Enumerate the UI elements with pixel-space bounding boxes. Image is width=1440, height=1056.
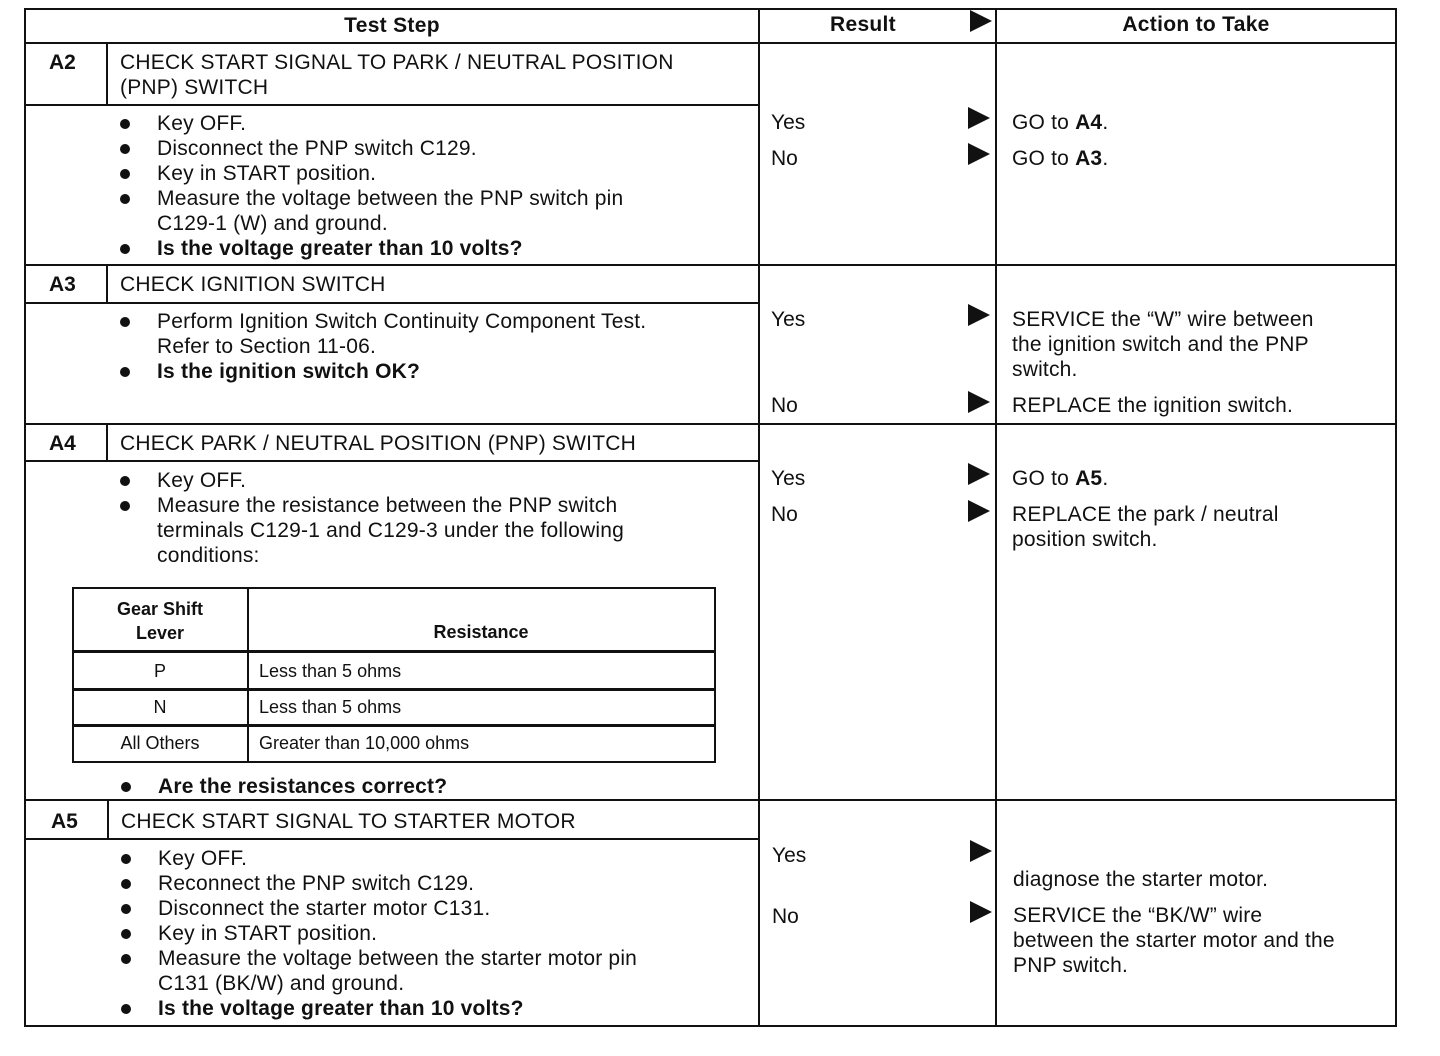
table-border-top bbox=[24, 8, 1397, 10]
action-a2-yes: GO to A4. bbox=[1012, 111, 1109, 134]
section-divider-a3 bbox=[24, 264, 1397, 266]
action-a3-no: REPLACE the ignition switch. bbox=[1012, 394, 1294, 417]
resistance-col1-header bbox=[74, 597, 246, 645]
bullet-dot bbox=[121, 879, 131, 889]
step-title-a5: CHECK START SIGNAL TO STARTER MOTOR bbox=[121, 810, 576, 833]
action-line: REPLACE the park / neutral bbox=[1012, 503, 1279, 526]
result-arrow-icon bbox=[968, 143, 990, 165]
table-border-right bbox=[1395, 8, 1397, 1027]
bullet-text-line: C131 (BK/W) and ground. bbox=[158, 972, 405, 995]
bullet-text: Key OFF. bbox=[158, 847, 248, 870]
step-id-a4: A4 bbox=[49, 432, 76, 455]
bullet-question: Is the voltage greater than 10 volts? bbox=[158, 997, 524, 1020]
bullet-question: Is the ignition switch OK? bbox=[157, 360, 421, 383]
resistance-col2-header: Resistance bbox=[433, 622, 529, 642]
result-arrow-icon bbox=[968, 463, 990, 485]
column-divider-action bbox=[995, 8, 997, 1027]
result-arrow-icon bbox=[970, 901, 992, 923]
result-yes-a2: Yes bbox=[771, 111, 806, 134]
step-box-line-a5 bbox=[24, 838, 760, 840]
bullet-text bbox=[158, 946, 637, 996]
result-arrow-icon bbox=[968, 500, 990, 522]
column-divider-result bbox=[758, 8, 760, 1027]
action-line: position switch. bbox=[1012, 528, 1158, 551]
step-box-divider-a3 bbox=[106, 264, 108, 304]
bullet-dot bbox=[120, 244, 130, 254]
step-box-divider-a2 bbox=[106, 42, 108, 106]
result-no-a4: No bbox=[771, 503, 798, 526]
section-divider-a4 bbox=[24, 423, 1397, 425]
step-id-a3: A3 bbox=[49, 273, 76, 296]
header-arrow-icon bbox=[970, 10, 992, 32]
bullet-dot bbox=[120, 194, 130, 204]
bullet-text: Key OFF. bbox=[157, 469, 247, 492]
bullet-dot bbox=[120, 367, 130, 377]
result-arrow-icon bbox=[968, 304, 990, 326]
header-result: Result bbox=[830, 13, 896, 36]
action-a4-no bbox=[1012, 502, 1279, 552]
header-test-step: Test Step bbox=[344, 14, 440, 37]
bullet-dot bbox=[120, 144, 130, 154]
action-line: SERVICE the “W” wire between bbox=[1012, 308, 1314, 331]
step-box-divider-a4 bbox=[106, 423, 108, 462]
resistance-row-lever: All Others bbox=[120, 733, 200, 753]
bullet-text-line: Measure the resistance between the PNP switch bbox=[157, 494, 618, 517]
result-yes-a5: Yes bbox=[772, 844, 807, 867]
resistance-row-value: Less than 5 ohms bbox=[259, 697, 402, 717]
resistance-col1-header-line: Gear Shift bbox=[116, 599, 204, 619]
action-line: SERVICE the “BK/W” wire bbox=[1013, 904, 1263, 927]
action-line: PNP switch. bbox=[1013, 954, 1129, 977]
resistance-row-lever: N bbox=[153, 697, 167, 717]
resistance-row-value: Less than 5 ohms bbox=[259, 661, 402, 681]
bullet-question: Are the resistances correct? bbox=[158, 775, 448, 798]
step-id-a2: A2 bbox=[49, 51, 76, 74]
result-arrow-icon bbox=[968, 391, 990, 413]
section-divider-a5 bbox=[24, 799, 1397, 801]
step-title-a4: CHECK PARK / NEUTRAL POSITION (PNP) SWITCH bbox=[120, 432, 636, 455]
result-no-a3: No bbox=[771, 394, 798, 417]
step-box-line-a2 bbox=[24, 104, 760, 106]
step-id-a5: A5 bbox=[51, 810, 78, 833]
resistance-table-row-line bbox=[72, 724, 716, 727]
bullet-text: Key OFF. bbox=[157, 112, 247, 135]
step-title-a2-line1: CHECK START SIGNAL TO PARK / NEUTRAL POSITION bbox=[120, 51, 674, 74]
bullet-text-line: conditions: bbox=[157, 544, 260, 567]
action-a4-yes: GO to A5. bbox=[1012, 467, 1109, 490]
header-action: Action to Take bbox=[1122, 13, 1270, 36]
bullet-text-line: terminals C129-1 and C129-3 under the following bbox=[157, 519, 625, 542]
bullet-text-line: Refer to Section 11-06. bbox=[157, 335, 376, 358]
bullet-dot bbox=[121, 929, 131, 939]
step-title-a3: CHECK IGNITION SWITCH bbox=[120, 273, 386, 296]
action-a5-no bbox=[1013, 903, 1335, 978]
bullet-text bbox=[157, 186, 623, 236]
table-border-header bbox=[24, 42, 1397, 44]
bullet-dot bbox=[121, 1004, 131, 1014]
action-line: between the starter motor and the bbox=[1013, 929, 1335, 952]
step-title-a2-line2: (PNP) SWITCH bbox=[120, 76, 269, 99]
resistance-row-value: Greater than 10,000 ohms bbox=[259, 733, 470, 753]
resistance-table-col-divider bbox=[247, 587, 249, 761]
resistance-table-row-line bbox=[72, 688, 716, 691]
bullet-text: Disconnect the PNP switch C129. bbox=[157, 137, 477, 160]
result-no-a5: No bbox=[772, 905, 799, 928]
bullet-text-line: Perform Ignition Switch Continuity Component Test. bbox=[157, 310, 647, 333]
action-line: switch. bbox=[1012, 358, 1078, 381]
bullet-question: Is the voltage greater than 10 volts? bbox=[157, 237, 523, 260]
step-box-line-a3 bbox=[24, 302, 760, 304]
table-border-bottom bbox=[24, 1025, 1397, 1027]
bullet-dot bbox=[121, 954, 131, 964]
bullet-dot bbox=[121, 782, 131, 792]
step-box-line-a4 bbox=[24, 460, 760, 462]
bullet-text: Disconnect the starter motor C131. bbox=[158, 897, 491, 920]
action-line: the ignition switch and the PNP bbox=[1012, 333, 1309, 356]
result-arrow-icon bbox=[968, 107, 990, 129]
bullet-text bbox=[157, 309, 646, 359]
action-a5-yes: diagnose the starter motor. bbox=[1013, 868, 1269, 891]
bullet-dot bbox=[120, 169, 130, 179]
resistance-table-header-line bbox=[72, 650, 716, 653]
step-title-a2 bbox=[120, 50, 674, 100]
resistance-col1-header-line: Lever bbox=[135, 623, 185, 643]
result-yes-a4: Yes bbox=[771, 467, 806, 490]
action-a3-yes bbox=[1012, 307, 1314, 382]
bullet-text-line: Measure the voltage between the PNP switch pin bbox=[157, 187, 624, 210]
bullet-dot bbox=[120, 317, 130, 327]
bullet-text: Key in START position. bbox=[158, 922, 378, 945]
bullet-dot bbox=[121, 854, 131, 864]
action-a2-no: GO to A3. bbox=[1012, 147, 1109, 170]
bullet-text-line: Measure the voltage between the starter motor pin bbox=[158, 947, 638, 970]
result-arrow-icon bbox=[970, 840, 992, 862]
bullet-dot bbox=[121, 904, 131, 914]
bullet-dot bbox=[120, 501, 130, 511]
bullet-dot bbox=[120, 476, 130, 486]
bullet-text-line: C129-1 (W) and ground. bbox=[157, 212, 388, 235]
table-border-left bbox=[24, 8, 26, 1027]
bullet-dot bbox=[120, 119, 130, 129]
bullet-text: Key in START position. bbox=[157, 162, 377, 185]
resistance-row-lever: P bbox=[153, 661, 166, 681]
bullet-text bbox=[157, 493, 624, 568]
result-yes-a3: Yes bbox=[771, 308, 806, 331]
bullet-text: Reconnect the PNP switch C129. bbox=[158, 872, 475, 895]
result-no-a2: No bbox=[771, 147, 798, 170]
step-box-divider-a5 bbox=[107, 799, 109, 840]
